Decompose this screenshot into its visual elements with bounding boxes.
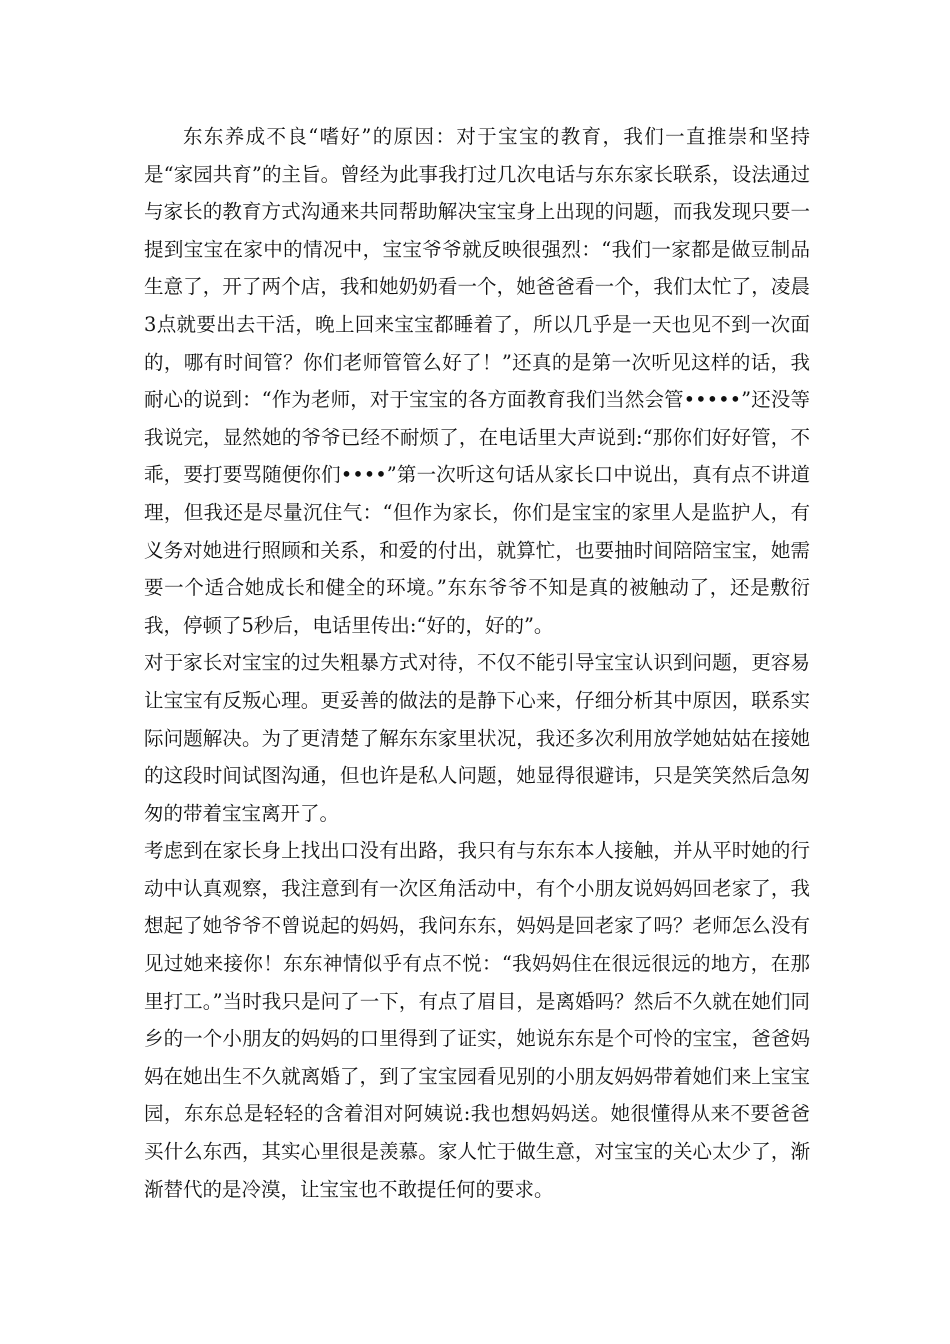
paragraph-approach: 对于家长对宝宝的过失粗暴方式对待，不仅不能引导宝宝认识到问题，更容易让宝宝有反叛心理。更妥善的做法的是静下心来，仔细分析其中原因，联系实际问题解决。为了更清楚了解东东家里状况，我还多次利用放学她姑姑在接她的这段时间试图沟通，但也许是私人问题，她显得很避讳，只是笑笑然后急匆匆的带着宝宝离开了。: [144, 651, 810, 825]
document-body: [144, 118, 810, 1208]
paragraph-parent-call: 东东养成不良“嗜好”的原因：对于宝宝的教育，我们一直推崇和坚持是“家园共育”的主旨。曾经为此事我打过几次电话与东东家长联系，设法通过与家长的教育方式沟通来共同帮助解决宝宝身上出现的问题，而我发现只要一提到宝宝在家中的情况中，宝宝爷爷就反映很强烈：“我们一家都是做豆制品生意了，开了两个店，我和她奶奶看一个，她爸爸看一个，我们太忙了，凌晨3点就要出去干活，晚上回来宝宝都睡着了，所以几乎是一天也见不到一次面的，哪有时间管？你们老师管管么好了！”还真的是第一次听见这样的话，我耐心的说到：“作为老师，对于宝宝的各方面教育我们当然会管•••••”还没等我说完，显然她的爷爷已经不耐烦了，在电话里大声说到:“那你们好好管，不乖，要打要骂随便你们••••”第一次听这句话从家长口中说出，真有点不讲道理，但我还是尽量沉住气：“但作为家长，你们是宝宝的家里人是监护人，有义务对她进行照顾和关系，和爱的付出，就算忙，也要抽时间陪陪宝宝，她需要一个适合她成长和健全的环境。”东东爷爷不知是真的被触动了，还是敷衍我，停顿了5秒后，电话里传出:“好的，好的”。: [144, 125, 810, 637]
paragraph-observation: 考虑到在家长身上找出口没有出路，我只有与东东本人接触，并从平时她的行动中认真观察，我注意到有一次区角活动中，有个小朋友说妈妈回老家了，我想起了她爷爷不曾说起的妈妈，我问东东，妈妈是回老家了吗？老师怎么没有见过她来接你！东东神情似乎有点不悦：“我妈妈住在很远很远的地方，在那里打工。”当时我只是问了一下，有点了眉目，是离婚吗？然后不久就在她们同乡的一个小朋友的妈妈的口里得到了证实，她说东东是个可怜的宝宝，爸爸妈妈在她出生不久就离婚了，到了宝宝园看见别的小朋友妈妈带着她们来上宝宝园，东东总是轻轻的含着泪对阿姨说:我也想妈妈送。她很懂得从来不要爸爸买什么东西，其实心里很是羡慕。家人忙于做生意，对宝宝的关心太少了，渐渐替代的是冷漠，让宝宝也不敢提任何的要求。: [144, 839, 810, 1201]
